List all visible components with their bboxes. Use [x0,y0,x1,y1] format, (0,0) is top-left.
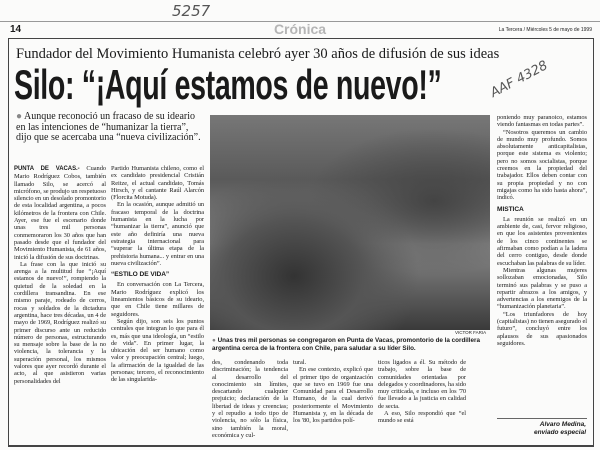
photo-credit: VICTOR FARIA [455,330,487,335]
paragraph: des, condenando toda discriminación; la tendencia al desarrollo del conocimiento sin límites, descartando cualquier prejuicio; declaración de la libertad de ideas y creencias; y el repudio a todo tipo de violencia, no sólo la física, sino también la moral, económica y cul- [212,359,288,439]
handwritten-code: AAF 4328 [488,58,551,101]
dateline: PUNTA DE VACAS.- [14,166,80,172]
paragraph: poniendo muy paranoico, estamos viendo fantasmas en todas partes”. [497,114,587,129]
paragraph: A eso, Silo respondió que “el mundo se está [378,410,466,425]
crowd-photo [210,115,490,330]
paragraph: La frase con la que inició su arenga a la multitud fue “¡Aquí estamos de nuevo!”, rompiendo la quietud de la soledad en la cordillera transandina. En ese mismo paraje, rodeado de cerros, rocas y soldados de la dictadura argentina, hace tres décadas, un 4 de mayo de 1969, Rodríguez realizó su primer discurso ante un reducido número de personas, estructurando su mensaje sobre la base de la no violencia, la tolerancia y la superación personal, los mismos valores que ayer recordó durante el acto, al que asistieron varias personalidades del [14,260,106,385]
paragraph: En conversación con La Tercera, Mario Rodríguez explicó los lineamientos básicos de su ideario, que en Chile tiene millares de seguidores. [111,281,204,318]
paragraph: Partido Humanista chileno, como el ex candidato presidencial Cristián Reitze, el actual candidato, Tomás Hirsch, y el cantante Raúl Alarcón (Florcita Motuda). [111,165,204,202]
subheading: “ESTILO DE VIDA” [111,271,170,279]
photo-caption [212,337,492,353]
paragraph: En la ocasión, aunque admitió un fracaso temporal de la doctrina humanista en la lucha por “humanizar la tierra”, anunció que este año definiría una nueva estrategia internacional para “superar la última etapa de la prehistoria humana... y entrar en una nueva civilización”. [111,201,204,267]
headline: Silo: “¡Aquí estamos de nuevo!” [14,61,442,108]
paragraph: Mientras algunas mujeres sollozaban emocionadas, Silo terminó sus palabras y se puso a repartir abrazos a los amigos, y advertencias a los enemigos de la “humanización planetaria”. [497,266,587,311]
column-4 [293,359,373,425]
paragraph: “Nosotros queremos un cambio de mundo muy profundo. Somos absolutamente anticapitalistas, porque este sistema es violento; pero no somos socialistas, porque creemos en la propiedad del trabajador. Ellos deben contar con su propia propiedad y no con migajas como ha sido hasta ahora”, indicó. [497,128,587,202]
page-number: 14 [10,24,22,35]
column-5 [378,359,466,425]
lead-paragraph [16,112,204,144]
column-3 [212,359,288,439]
bullet-icon: ● [16,111,24,122]
paragraph: La reunión se realizó en un ambiente de, casi, fervor religioso, en que los asistentes provenientes de los cinco continentes se afirmaban como podían a la ladera del cerro contiguo, desde donde escuchaban las palabras de su líder. [497,215,587,267]
column-2 [111,165,204,384]
paragraph: En ese contexto, explicó que el primer tipo de organización que se tuvo en 1969 fue una Comunidad para el Desarrollo Humano, de la cual derivó posteriormente el Movimiento Humanista y, en la década de los '80, los partidos polí- [293,366,373,425]
paragraph: “Los triunfadores de hoy (capitalistas) no tienen asegurado el futuro”, concluyó entre los aplausos de sus apasionados seguidores. [497,310,587,347]
subheading: MISTICA [497,205,524,213]
lead-text: Aunque reconoció un fracaso de su ideario en las intenciones de “humanizar la tierra”, dijo que se acercaba una “nueva civilización”. [16,111,201,143]
handwritten-number: 5257 [172,2,211,20]
masthead-date: La Tercera / Miércoles 5 de mayo de 1999 [498,27,592,33]
author-name: Alvaro Medina, [539,421,586,428]
paragraph: tural. [293,359,307,366]
byline [534,421,586,437]
section-title: Crónica [273,21,327,37]
column-1 [14,165,106,385]
caption-text: Unas tres mil personas se congregaron en Punta de Vacas, promontorio de la cordillera argentina cerca de la frontera con Chile, para saludar a su líder Silo. [212,337,481,352]
byline-rule [497,418,587,419]
author-role: enviado especial [533,429,586,436]
paragraph: ticos ligados a él. Su método de trabajo, sobre la base de comunidades orientadas por delegados y coordinadores, ha sido muy criticada, e incluso en los '70 fue llevado a la justicia en calidad de secta. [378,359,466,410]
bullet-icon: ● [212,337,218,344]
column-6 [497,114,587,347]
kicker: Fundador del Movimiento Humanista celebró ayer 30 años de difusión de sus ideas [16,46,500,62]
paragraph: Según dijo, son seis los puntos centrales que integran lo que para él es, más que una ideología, un “estilo de vida”. En primer lugar, la ubicación del ser humano como valor y preocupación central; luego, la afirmación de la igualdad de las personas; tercero, el reconocimiento de las singularida- [111,317,204,384]
paragraph: Cuando Mario Rodríguez Cobos, también llamado Silo, se acercó al micrófono, se produjo un respetuoso silencio en un desolado promontorio de esta localidad argentina, a pocos kilómetros de la frontera con Chile. Ayer, ese fue el escenario donde unas tres mil personas conmemoraron los 30 años que han pasado desde que el fundador del Movimiento Humanista, de 61 años, inició la difusión de sus doctrinas. [14,165,106,261]
